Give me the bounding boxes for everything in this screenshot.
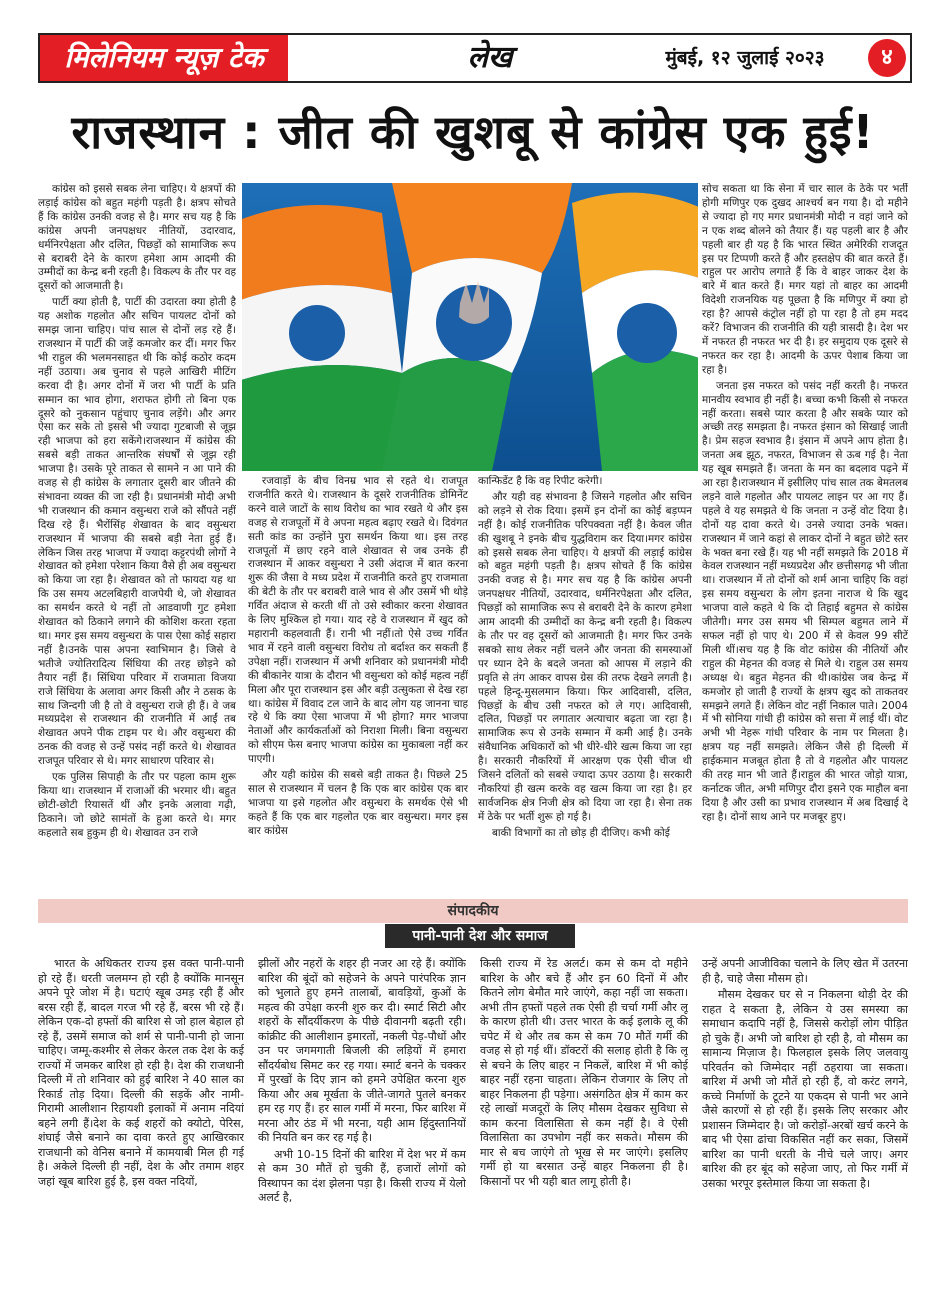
paragraph: बाकी विभागों का तो छोड़ ही दीजिए। कभी कोई xyxy=(492,826,670,839)
article-column-2 xyxy=(248,475,468,875)
page-number: ४ xyxy=(868,39,906,77)
section-name: लेख xyxy=(467,40,513,75)
paragraph: और यही कांग्रेस की सबसे बड़ी ताकत है। पिछले 25 साल से राजस्थान में चलन है कि एक बार कांग्रेस एक बार भाजपा या इसे गहलोत और वसुन्धरा के समर्थक ऐसे भी कहते हैं कि एक बार गहलोत एक बार वसुन्धरा। मगर इस बार कांग्रेस xyxy=(248,769,468,837)
editorial-column-2 xyxy=(258,957,466,1282)
paragraph: रजवाड़ों के बीच विनम्र भाव से रहते थे। राजपूत राजनीति करते थे। राजस्थान के दूसरे राजनीतिक डोमिनेंट करने वाले जाटों के साथ विरोध का भाव रखते थे और इस वजह से राजपूतों में वे अपना महत्व बढ़ाए रखते थे। दिवंगत सती कांड का उन्होंने पुरा समर्थन किया था। इस तरह राजपूतों में छाए रहने वाले शेखावत से जब उनके ही राजस्थान में आकर वसुन्धरा ने उसी अंदाज में बात करना शुरू की जैसा वे मध्य प्रदेश में राजनीति करते हुए राजमाता की बेटी के तौर पर बराबरी वाले भाव से और उसमें भी थोड़े गर्वित अंदाज से करती थीं तो उसे स्वीकार करना शेखावत के लिए मुश्किल हो गया। याद रहे वे राजस्थान में खुद को महारानी कहलवाती हैं। रानी भी नहीं।तो ऐसे उच्च गर्वित भाव में रहने वाली वसुन्धरा विरोध तो बर्दाश्त कर सकती हैं उपेक्षा नहीं। राजस्थान में अभी शनिवार को प्रधानमंत्री मोदी की बीकानेर यात्रा के दौरान भी वसुन्धरा को कोई महत्व नहीं मिला और पूरा राजस्थान इस और बड़ी उत्सुकता से देख रहा था। कांग्रेस में विवाद टल जाने के बाद लोग यह जानना चाह रहे थे कि क्या ऐसा भाजपा में भी होगा? मगर भाजपा नेताओं और कार्यकर्ताओं को निराशा मिली। बिना वसुन्धरा को सीएम फेस बनाए भाजपा कांग्रेस का मुकाबला नहीं कर पाएगी। xyxy=(248,475,468,766)
headline: राजस्थान : जीत की खुशबू से कांग्रेस एक हुई! xyxy=(71,105,875,159)
congress-flags-photo xyxy=(242,183,698,471)
issue-date: मुंबई, १२ जुलाई २०२३ xyxy=(665,47,825,69)
article-column-4 xyxy=(702,183,908,875)
editorial-column-3 xyxy=(480,957,688,1282)
paragraph: जनता इस नफरत को पसंद नहीं करती है। नफरत मानवीय स्वभाव ही नहीं है। बच्चा कभी किसी से नफरत नहीं करता। सबसे प्यार करता है और सबके प्यार को अच्छी तरह समझता है। नफरत इंसान को सिखाई जाती है। प्रेम सहज स्वभाव है। इंसान में अपने आप होता है।जनता अब झूठ, नफरत, विभाजन से ऊब गई है। नेता यह खूब समझते हैं। जनता के मन का बदलाव पढ़ने में आ रहा है।राजस्थान में इसीलिए पांच साल तक बेमतलब लड़ने वाले गहलोत और पायलट लाइन पर आ गए हैं। पहले वे यह समझते थे कि जनता न उन्हें वोट दिया है। दोनों यह दावा करते थे। उनसे ज्यादा उनके भक्त। राजस्थान में जाने कहां से लाकर दोनों ने बहुत छोटे स्तर के भक्त बना रखे हैं। यह भी नहीं समझते कि 2018 में केवल राजस्थान नहीं मध्यप्रदेश और छत्तीसगढ़ भी जीता था। राजस्थान में तो दोनों को शर्म आना चाहिए कि वहां इस समय वसुन्धरा के लोग इतना नाराज थे कि खुद भाजपा वाले कहते थे कि दो तिहाई बहुमत से कांग्रेस जीतेगी। मगर उस समय भी सिम्पल बहुमत लाने में सफल नहीं हो पाए थे। 200 में से केवल 99 सीटें मिली थीं।सच यह है कि वोट कांग्रेस की नीतियों और राहुल की मेहनत की वजह से मिले थे। राहुल उस समय अध्यक्ष थे। बहुत मेहनत की थी।कांग्रेस जब केन्द्र में कमजोर हो जाती है राज्यों के क्षत्रप खुद को ताकतवर समझने लगते हैं। लेकिन वोट नहीं निकाल पाते। 2004 में भी सोनिया गांधी ही कांग्रेस को सत्ता में लाई थीं। वोट अभी भी नेहरू गांधी परिवार के नाम पर मिलता है। क्षत्रप यह नहीं समझते। लेकिन जैसे ही दिल्ली में हाईकमान मजबूत होता है तो वे गहलोत और पायलट की तरह मान भी जाते हैं।राहुल की भारत जोड़ो यात्रा, कर्नाटक जीत, अभी मणिपुर दौरा इसने एक माहौल बना दिया है और उसी का प्रभाव राजस्थान में अब दिखाई दे रहा है। दोनों साथ आने पर मजबूर हुए। xyxy=(702,379,908,823)
paragraph: सोच सकता था कि सेना में चार साल के ठेके पर भर्ती होगी मणिपुर एक दुखद आश्चर्य बन गया है। दो महीने से ज्यादा हो गए मगर प्रधानमंत्री मोदी न वहां जाने को न एक शब्द बोलने को तैयार हैं। यह पहली बार है और पहली बार ही यह है कि भारत स्थित अमेरिकी राजदूत इस पर टिप्पणी करते हैं और हस्तक्षेप की बात करते हैं। राहुल पर आरोप लगाते हैं कि वे बाहर जाकर देश के बारे में बात करते हैं। मगर यहां तो बाहर का आदमी विदेशी राजनयिक यह पूछता है कि मणिपुर में क्या हो रहा है? आपसे कंट्रोल नहीं हो पा रहा है तो हम मदद करें? विभाजन की राजनीति की यही त्रासदी है। देश भर में नफरत ही नफरत भर दी है। हर समुदाय एक दूसरे से नफरत कर रहा है। आदमी के ऊपर पेशाब किया जा रहा है। xyxy=(702,183,908,376)
article-column-3 xyxy=(478,475,692,875)
paragraph: एक पुलिस सिपाही के तौर पर पहला काम शुरू किया था। राजस्थान में राजाओं की भरमार थी। बहुत छोटी-छोटी रियासतें थीं और इनके अलावा गढ़ी, ठिकाने। जो छोटे सामंतों के हुआ करते थे। मगर कहलाते सब हुकुम ही थे। शेखावत उन राजे xyxy=(38,771,236,839)
paragraph: किसी राज्य में रेड अलर्ट। कम से कम दो महीने बारिश के और बचे हैं और इन 60 दिनों में और कितने लोग बेमौत मारे जाएंगे, कहा नहीं जा सकता। अभी तीन हफ्तों पहले तक ऐसी ही चर्चा गर्मी और लू के कारण होती थी। उत्तर भारत के कई इलाके लू की चपेट में थे और तब कम से कम 70 मौतें गर्मी की वजह से हो गई थीं। डॉक्टरों की सलाह होती है कि लू से बचने के लिए बाहर न निकलें, बारिश में भी कोई बाहर नहीं रहना चाहता। लेकिन रोजगार के लिए तो बाहर निकलना ही पड़ेगा। असंगठित क्षेत्र में काम कर रहे लाखों मजदूरों के लिए मौसम देखकर सुविधा से काम करना विलासिता से कम नहीं है। वे ऐसी विलासिता का उपभोग नहीं कर सकते। मौसम की मार से बच जाएंगे तो भूख से मर जाएंगे। इसलिए गर्मी हो या बरसात उन्हें बाहर निकलना ही है। किसानों पर भी यही बात लागू होती है। xyxy=(480,957,688,1188)
paragraph: भारत के अधिकतर राज्य इस वक्त पानी-पानी हो रहे हैं। धरती जलमग्न हो रही है क्योंकि मानसून अपने पूरे जोश में है। घटाएं खूब उमड़ रही हैं और बरस रही हैं, बादल गरज भी रहे हैं, बरस भी रहे हैं। लेकिन एक-दो हफ्तों की बारिश से जो हाल बेहाल हो रहे हैं, उसमें समाज को शर्म से पानी-पानी हो जाना चाहिए। जम्मू-कश्मीर से लेकर केरल तक देश के कई राज्यों में जमकर बारिश हो रही है। देश की राजधानी दिल्ली में तो शनिवार को हुई बारिश ने 40 साल का रिकार्ड तोड़ दिया। दिल्ली की सड़कें और नामी-गिरामी आलीशान रिहायशी इलाकों में अनाम नदियां बहने लगी हैं।देश के कई शहरों को क्योटो, पेरिस, शंघाई जैसे बनाने का दावा करते हुए आखिरकार राजधानी को वेनिस बनाने में कामयाबी मिल ही गई है। अकेले दिल्ली ही नहीं, देश के और तमाम शहर जहां खूब बारिश हुई है, इस वक्त नदियों, xyxy=(38,957,244,1188)
paragraph: झीलों और नहरों के शहर ही नजर आ रहे हैं। क्योंकि बारिश की बूंदों को सहेजने के अपने पारंपरिक ज्ञान को भुलाते हुए हमने तालाबों, बावड़ियों, कुओं के महत्व की उपेक्षा करनी शुरु कर दी। स्मार्ट सिटी और शहरों के सौंदर्यीकरण के पीछे दीवानगी बढ़ती रही।कांक्रीट की आलीशान इमारतों, नकली पेड़-पौधों और उन पर जगमगाती बिजली की लड़ियों में हमारा सौंदर्यबोध सिमट कर रह गया। स्मार्ट बनने के चक्कर में पुरखों के दिए ज्ञान को हमने उपेक्षित करना शुरु किया और अब मूर्खता के जीते-जागते पुतले बनकर हम रह गए हैं। हर साल गर्मी में मरना, फिर बारिश में मरना और ठंड में भी मरना, यही आम हिंदुस्तानियों की नियति बन कर रह गई है। xyxy=(258,957,466,1144)
editorial-title: पानी-पानी देश और समाज xyxy=(385,924,575,948)
paper-name: मिलेनियम न्यूज़ टेक xyxy=(40,35,288,81)
editorial-column-1 xyxy=(38,957,244,1282)
editorial-label: संपादकीय xyxy=(447,903,499,919)
masthead xyxy=(38,33,912,83)
editorial-column-4 xyxy=(702,957,908,1282)
paragraph: अभी 10-15 दिनों की बारिश में देश भर में कम से कम 30 मौतें हो चुकी हैं, हजारों लोगों को विस्थापन का दंश झेलना पड़ा है। किसी राज्य में येलो अलर्ट है, xyxy=(258,1147,466,1204)
paragraph: कांग्रेस को इससे सबक लेना चाहिए। ये क्षत्रपों की लड़ाई कांग्रेस को बहुत महंगी पड़ती है। क्षत्रप सोचते हैं कि कांग्रेस उनकी वजह से है। मगर सच यह है कि कांग्रेस अपनी जनपक्षधर नीतियों, उदारवाद, धर्मनिरपेक्षता और दलित, पिछड़ों को सामाजिक रूप से बराबरी देने के कारण हमेशा आम आदमी की उम्मीदों का केन्द्र बनी रहती है। विकल्प के तौर पर वह दूसरों को आजमाती है। xyxy=(38,183,236,293)
paragraph: कान्फिडेंट है कि वह रिपीट करेगी। xyxy=(478,475,603,487)
paragraph: मौसम देखकर घर से न निकलना थोड़ी देर की राहत दे सकता है, लेकिन ये उस समस्या का समाधान कदापि नहीं है, जिससे करोड़ों लोग पीड़ित हो चुके हैं। अभी जो बारिश हो रही है, वो मौसम का सामान्य मिज़ाज है। फिलहाल इसके लिए जलवायु परिवर्तन को जिम्मेदार नहीं ठहराया जा सकता। बारिश में अभी जो मौतें हो रही हैं, वो करंट लगने, कच्चे निर्माणों के टूटने या एकदम से पानी भर आने जैसे कारणों से हो रही हैं। इसके लिए सरकार और प्रशासन जिम्मेदार है। जो करोड़ों-अरबों खर्च करने के बाद भी ऐसा ढांचा विकसित नहीं कर सका, जिसमें बारिश का पानी धरती के नीचे चले जाए। अगर बारिश की हर बूंद को सहेजा जाए, तो फिर गर्मी में उसका भरपूर इस्तेमाल किया जा सकता है। xyxy=(702,988,908,1190)
paragraph: और यही वह संभावना है जिसने गहलोत और सचिन को लड़ने से रोक दिया। इसमें इन दोनों का कोई बड़प्पन नहीं है। कोई राजनीतिक परिपक्वता नहीं है। केवल जीत की खुशबू ने इनके बीच युद्धविराम कर दिया।मगर कांग्रेस को इससे सबक लेना चाहिए। ये क्षत्रपों की लड़ाई कांग्रेस को बहुत महंगी पड़ती है। क्षत्रप सोचते हैं कि कांग्रेस उनकी वजह से है। मगर सच यह है कि कांग्रेस अपनी जनपक्षधर नीतियों, उदारवाद, धर्मनिरपेक्षता और दलित, पिछड़ों को सामाजिक रूप से बराबरी देने के कारण हमेशा आम आदमी की उम्मीदों का केन्द्र बनी रहती है। विकल्प के तौर पर वह दूसरों को आजमाती है। मगर फिर उनके सबको साथ लेकर नहीं चलने और जनता की समस्याओं पर ध्यान देने के बदले जनता को आपस में लड़ाने की प्रवृति से तंग आकर वापस ग्रेस की तरफ देखने लगती है।पहले हिन्दू-मुसलमान किया। फिर आदिवासी, दलित, पिछड़ों के बीच उसी नफरत को ले गए। आदिवासी, दलित, पिछड़ों पर लगातार अत्याचार बढ़ता जा रहा है। सामाजिक रूप से उनके सम्मान में कमी आई है। उनके संवैधानिक अधिकारों को भी धीरे-धीरे खत्म किया जा रहा है। सरकारी नौकरियों में आरक्षण एक ऐसी चीज थी जिसने दलितों को सबसे ज्यादा ऊपर उठाया है। सरकारी नौकरियां ही खत्म करके वह खत्म किया जा रहा है। हर सार्वजनिक क्षेत्र निजी क्षेत्र को दिया जा रहा है। सेना तक में ठेके पर भर्ती शुरू हो गई है। xyxy=(478,490,692,823)
paragraph: उन्हें अपनी आजीविका चलाने के लिए खेत में उतरना ही है, चाहे जैसा मौसम हो। xyxy=(702,957,908,985)
article-column-1 xyxy=(38,183,236,869)
paragraph: पार्टी क्या होती है, पार्टी की उदारता क्या होती है यह अशोक गहलोत और सचिन पायलट दोनों को समझ जाना चाहिए। पांच साल से दोनों लड़ रहे हैं। राजस्थान में पार्टी की जड़ें कमजोर कर दीं। मगर फिर भी राहुल की भलमनसाहत थी कि कोई कठोर कदम नहीं उठाया। अब चुनाव से पहले आखिरी मीटिंग करवा दी है। अगर दोनों में जरा भी पार्टी के प्रति सम्मान का भाव होगा, शराफत होगी तो बिना एक दूसरे को नुकसान पहुंचाए चुनाव लड़ेंगे। और अगर ऐसा कर सके तो इससे भी ज्यादा गुटबाजी से जूझ रही भाजपा को हरा सकेंगे।राजस्थान में कांग्रेस की सबसे बड़ी ताकत आन्तरिक संघर्षों से जूझ रही भाजपा है। उसके पूरे ताकत से सामने न आ पाने की वजह से ही कांग्रेस के लगातार दूसरी बार जीतने की संभावना व्यक्त की जा रही है। प्रधानमंत्री मोदी अभी भी राजस्थान की कमान वसुन्धरा राजे को सौंपते नहीं दिख रहे हैं। भैरोंसिंह शेखावत के बाद वसुन्धरा राजस्थान में भाजपा की सबसे बड़ी नेता हुई हैं। लेकिन जिस तरह भाजपा में ज्यादा कट्टरपंथी लोगों ने शेखावत को हमेशा परेशान किया वैसे ही अब वसुन्धरा को किया जा रहा है। शेखावत को तो फायदा यह था कि उस समय अटलबिहारी वाजपेयी थे, जो शेखावत का समर्थन करते थे नहीं तो आडवाणी गुट हमेशा शेखावत को ठिकाने लगाने की कोशिश करता रहता था। मगर इस समय वसुन्धरा के पास ऐसा कोई सहारा नहीं है।उनके पास अपना स्वाभिमान है। जिसे वे भतीजे ज्योतिरादित्य सिंधिया की तरह छोड़ने को तैयार नहीं हैं। सिंधिया परिवार में राजमाता विजया राजे सिंधिया के अलावा अगर किसी और ने ठसक के साथ जिन्दगी जी है तो वे वसुन्धरा राजे ही हैं। वे जब मध्यप्रदेश से राजस्थान की राजनीति में आईं तब शेखावत अपने पीक टाइम पर थे। और वसुन्धरा की ठनक की वजह से उन्हें पसंद नहीं करते थे। शेखावत राजपूत परिवार से थे। मगर साधारण परिवार से। xyxy=(38,296,236,768)
editorial-section-bar xyxy=(38,899,908,923)
flags-illustration xyxy=(242,183,698,471)
